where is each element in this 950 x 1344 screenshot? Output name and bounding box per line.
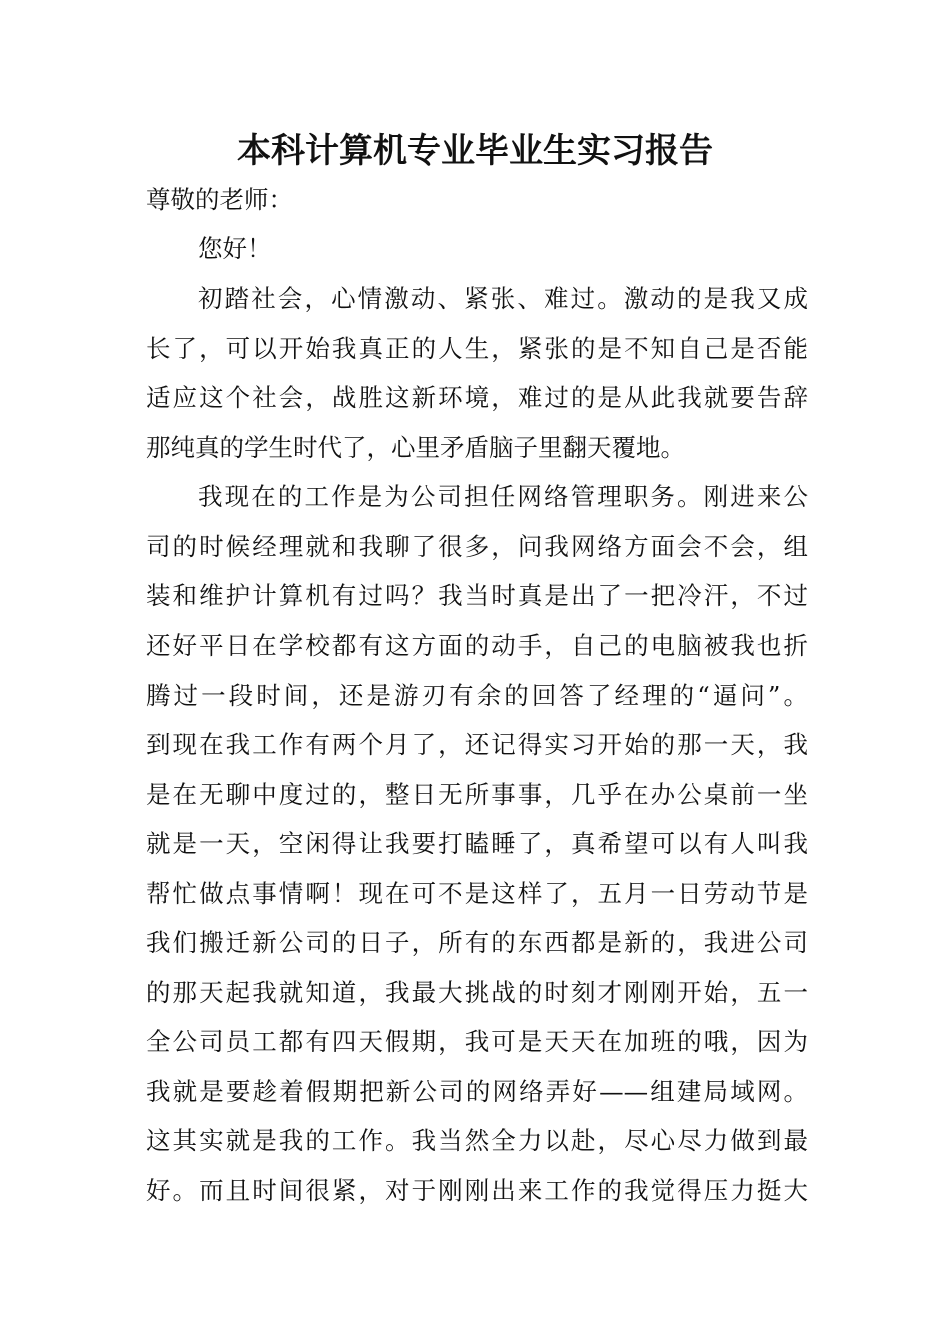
body-line: 初踏社会，心情激动、紧张、难过。激动的是我又成 [198, 284, 808, 313]
body-line: 的那天起我就知道，我最大挑战的时刻才刚刚开始，五一 [146, 978, 808, 1007]
body-line: 那纯真的学生时代了，心里矛盾脑子里翻天覆地。 [146, 433, 685, 462]
body-line: 我们搬迁新公司的日子，所有的东西都是新的，我进公司 [146, 928, 808, 957]
salutation: 尊敬的老师： [146, 185, 293, 214]
body-line: 帮忙做点事情啊！现在可不是这样了，五月一日劳动节是 [146, 879, 808, 908]
body-line: 到现在我工作有两个月了，还记得实习开始的那一天，我 [146, 730, 808, 759]
body-line: 司的时候经理就和我聊了很多，问我网络方面会不会，组 [146, 532, 808, 561]
document-title: 本科计算机专业毕业生实习报告 [237, 131, 713, 171]
body-line: 这其实就是我的工作。我当然全力以赴，尽心尽力做到最 [146, 1126, 808, 1155]
body-line: 我就是要趁着假期把新公司的网络弄好——组建局域网。 [146, 1077, 808, 1106]
body-line: 全公司员工都有四天假期，我可是天天在加班的哦，因为 [146, 1027, 808, 1056]
body-line: 适应这个社会，战胜这新环境，难过的是从此我就要告辞 [146, 383, 808, 412]
body-line: 长了，可以开始我真正的人生，紧张的是不知自己是否能 [146, 334, 808, 363]
greeting: 您好！ [198, 234, 272, 263]
body-line: 是在无聊中度过的，整日无所事事，几乎在办公桌前一坐 [146, 780, 808, 809]
body-line: 装和维护计算机有过吗？我当时真是出了一把冷汗，不过 [146, 581, 808, 610]
body-line: 就是一天，空闲得让我要打瞌睡了，真希望可以有人叫我 [146, 829, 808, 858]
body-line: 腾过一段时间，还是游刃有余的回答了经理的“逼问”。 [146, 681, 808, 710]
body-line: 我现在的工作是为公司担任网络管理职务。刚进来公 [198, 482, 808, 511]
body-line: 好。而且时间很紧，对于刚刚出来工作的我觉得压力挺大 [146, 1176, 808, 1205]
body-line: 还好平日在学校都有这方面的动手，自己的电脑被我也折 [146, 631, 808, 660]
